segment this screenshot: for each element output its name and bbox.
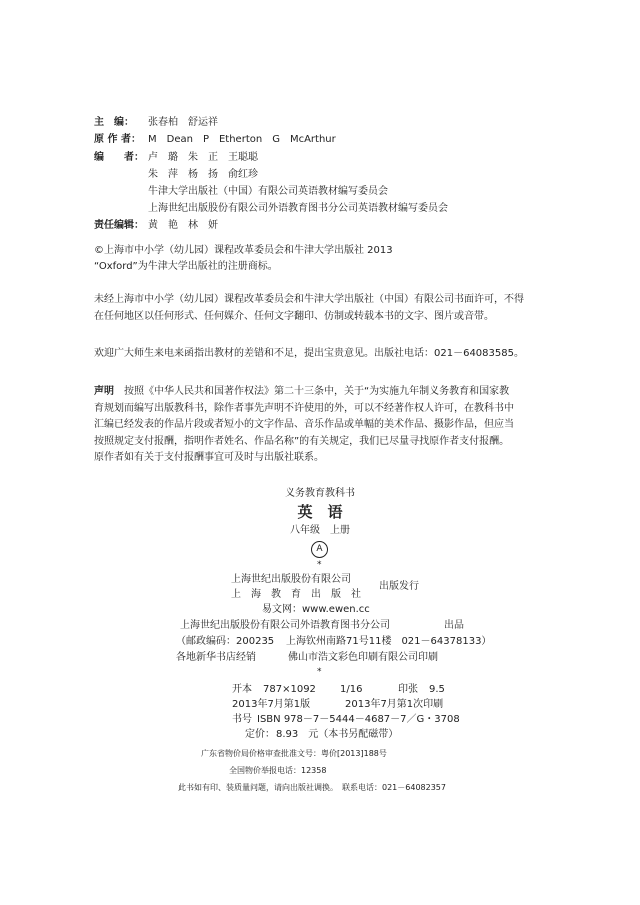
statement-line: 按照规定支付报酬，指明作者姓名、作品名称”的有关规定，我们已尽量寻找原作者支付报酬。 (94, 435, 510, 447)
separator-star: * (317, 560, 322, 570)
edition: 2013年7月第1版 (232, 699, 311, 710)
book-series: 义务教育教科书 (285, 488, 355, 499)
isbn: ISBN 978－7－5444－4687－7／G・3708 (257, 714, 460, 725)
trademark-line: “Oxford”为牛津大学出版社的注册商标。 (94, 261, 278, 272)
publisher-press: 上 海 教 育 出 版 社 (231, 589, 361, 600)
statement-body (94, 384, 514, 467)
price: 8.93 元（本书另配磁带） (276, 729, 399, 740)
publisher-company: 上海世纪出版股份有限公司 (231, 574, 351, 585)
isbn-label: 书号 (232, 714, 252, 725)
original-author-names: M Dean P Etherton G McArthur (148, 134, 336, 145)
book-title: 英 语 (297, 503, 343, 521)
printer: 佛山市浩文彩色印刷有限公司印刷 (288, 652, 438, 663)
publish-release: 出版发行 (379, 581, 419, 592)
price-complaint-line: 全国物价举报电话：12358 (229, 766, 327, 775)
sheets-value: 9.5 (429, 684, 445, 695)
statement-line: 按照《中华人民共和国著作权法》第二十三条中，关于“为实施九年制义务教育和国家教 (124, 386, 510, 397)
editor-line: 朱 萍 杨 扬 俞红珍 (148, 169, 258, 180)
printing: 2013年7月第1次印刷 (345, 699, 444, 710)
statement-label: 声明 (94, 386, 114, 397)
editor-line: 牛津大学出版社（中国）有限公司英语教材编写委员会 (148, 186, 388, 197)
statement-line: 育规划而编写出版教科书，除作者事先声明不许使用的外，可以不经著作权人许可，在教科书中 (94, 402, 514, 414)
publisher-website: 易文网：www.ewen.cc (262, 604, 370, 615)
chief-editor-names: 张春柏 舒运祥 (148, 117, 218, 128)
format-label: 开本 (232, 684, 252, 695)
responsible-editor-label: 责任编辑： (94, 220, 144, 231)
edition-mark-circle: A (311, 541, 328, 558)
producer: 上海世纪出版股份有限公司外语教育图书分公司 (180, 620, 390, 631)
reproduction-notice (94, 292, 524, 324)
welcome-feedback: 欢迎广大师生来电来函指出教材的差错和不足，提出宝贵意见。出版社电话：021－64083585。 (94, 348, 524, 359)
distributor: 各地新华书店经销 (176, 652, 256, 663)
separator-star: * (317, 667, 322, 677)
statement-line: 汇编已经发表的作品片段或者短小的文字作品、音乐作品或单幅的美术作品、摄影作品，但应当 (94, 419, 514, 430)
editor-line: 上海世纪出版股份有限公司外语教育图书分公司英语教材编写委员会 (148, 203, 448, 214)
publisher-address: 上海钦州南路71号11楼 021－64378133） (286, 636, 492, 647)
quality-notice: 此书如有印、装质量问题，请向出版社调换。 联系电话：021－64082357 (178, 783, 446, 792)
postal-code: （邮政编码：200235 (176, 636, 275, 647)
price-label: 定价： (245, 729, 275, 740)
reproduction-line: 在任何地区以任何形式、任何媒介、任何文字翻印、仿制或转载本书的文字、图片或音带。 (94, 311, 494, 322)
fold-value: 1/16 (340, 684, 363, 695)
price-approval: 广东省物价局价格审查批准文号：粤价[2013]188号 (201, 749, 387, 758)
chief-editor-label: 主 编： (94, 117, 134, 128)
statement-line: 原作者如有关于支付报酬事宜可及时与出版社联系。 (94, 452, 324, 463)
original-author-label: 原 作 者： (94, 134, 141, 145)
produce-label: 出品 (444, 620, 464, 631)
format-value: 787×1092 (263, 684, 316, 695)
reproduction-line: 未经上海市中小学（幼儿园）课程改革委员会和牛津大学出版社（中国）有限公司书面许可，不得 (94, 294, 524, 305)
sheets-label: 印张 (398, 684, 418, 695)
book-grade: 八年级 上册 (290, 525, 350, 536)
copyright-line: ©上海市中小学（幼儿园）课程改革委员会和牛津大学出版社 2013 (94, 245, 393, 256)
editor-line: 卢 璐 朱 正 王聪聪 (148, 152, 258, 163)
editor-label: 编 者： (94, 152, 144, 163)
responsible-editor-names: 黄 艳 林 妍 (148, 220, 218, 231)
